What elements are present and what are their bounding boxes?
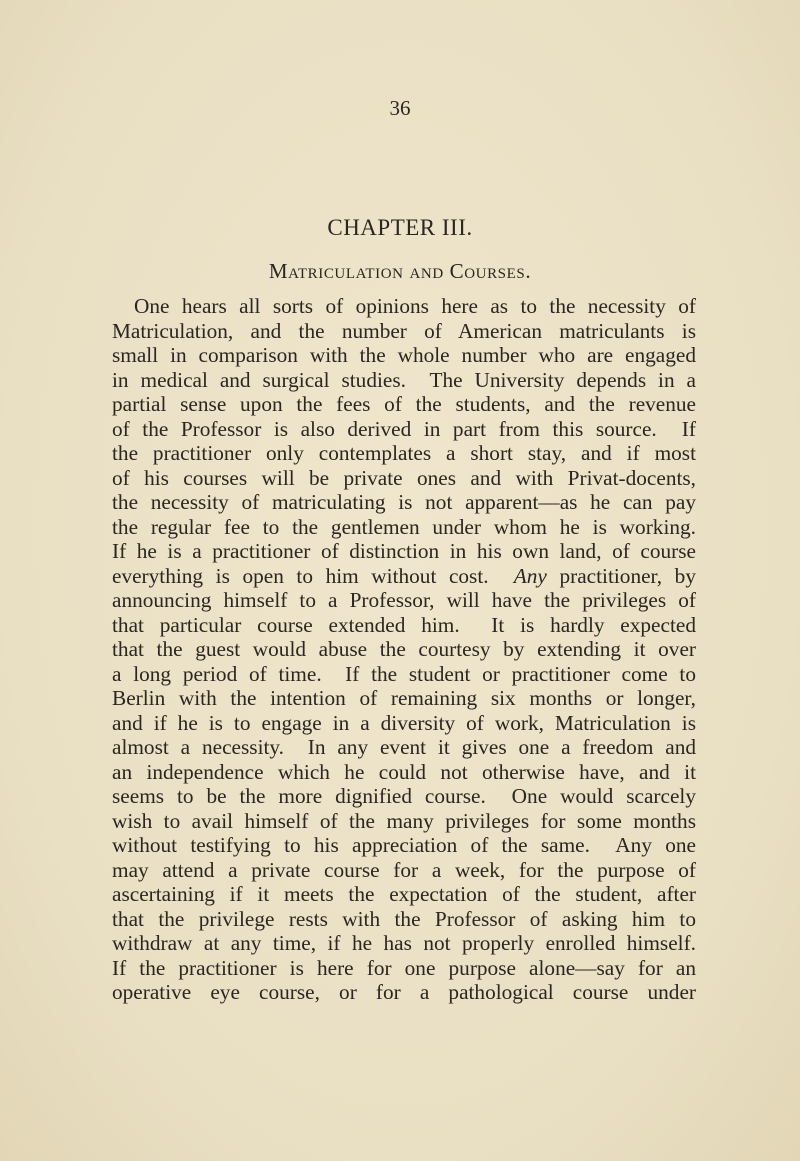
text-line bbox=[112, 368, 696, 393]
section-heading: Matriculation and Courses. bbox=[268, 259, 532, 283]
text-segment: that particular course extended him. It is hardly expected bbox=[112, 612, 696, 637]
text-segment: without testifying to his appreciation of the same. Any one bbox=[112, 833, 696, 857]
text-segment: that the privilege rests with the Professor of asking him to bbox=[112, 906, 696, 931]
body-paragraph bbox=[112, 294, 696, 1005]
text-line bbox=[112, 931, 696, 956]
text-segment: seems to be the more dignified course. One would scarcely bbox=[112, 784, 696, 808]
text-segment: partial sense upon the fees of the students, and the revenue bbox=[112, 392, 696, 416]
text-segment: that the guest would abuse the courtesy by extending it over bbox=[112, 637, 696, 661]
text-line bbox=[112, 858, 696, 883]
text-segment: an independence which he could not otherwise have, and it bbox=[112, 759, 696, 784]
text-line bbox=[112, 417, 696, 442]
text-segment: everything is open to him without cost. bbox=[112, 563, 514, 588]
text-line bbox=[112, 539, 696, 564]
text-segment: may attend a private course for a week, for the purpose of bbox=[112, 857, 696, 882]
text-segment: almost a necessity. In any event it gives one a freedom and bbox=[112, 735, 696, 759]
text-line bbox=[112, 882, 696, 907]
text-segment: the practitioner only contemplates a short stay, and if most bbox=[112, 441, 696, 465]
text-segment: practitioner, by bbox=[546, 563, 696, 588]
text-segment: ascertaining if it meets the expectation of the student, after bbox=[112, 882, 696, 906]
text-segment: Matriculation, and the number of American matriculants is bbox=[112, 318, 696, 343]
text-line bbox=[112, 980, 696, 1005]
text-line bbox=[112, 515, 696, 540]
text-line bbox=[112, 686, 696, 711]
text-segment: operative eye course, or for a pathological course under bbox=[112, 980, 696, 1004]
text-line bbox=[112, 466, 696, 491]
text-segment: a long period of time. If the student or practitioner come to bbox=[112, 661, 696, 686]
text-line bbox=[112, 441, 696, 466]
text-segment: Berlin with the intention of remaining six months or longer, bbox=[112, 686, 696, 710]
italic-text: Any bbox=[513, 563, 547, 588]
text-segment: One hears all sorts of opinions here as to the necessity of bbox=[134, 294, 696, 318]
text-line bbox=[112, 907, 696, 932]
text-line bbox=[112, 392, 696, 417]
text-segment: announcing himself to a Professor, will have the privileges of bbox=[112, 588, 696, 612]
text-line bbox=[112, 588, 696, 613]
text-line bbox=[112, 490, 696, 515]
text-line bbox=[112, 760, 696, 785]
text-line bbox=[112, 784, 696, 809]
text-segment: withdraw at any time, if he has not properly enrolled himself. bbox=[112, 931, 696, 955]
text-segment: of his courses will be private ones and with Privat-docents, bbox=[112, 465, 696, 490]
chapter-heading: CHAPTER III. bbox=[327, 215, 473, 240]
page-number: 36 bbox=[389, 96, 411, 120]
text-segment: in medical and surgical studies. The University depends in a bbox=[112, 367, 696, 392]
text-line bbox=[112, 735, 696, 760]
text-line bbox=[112, 956, 696, 981]
text-line bbox=[112, 662, 696, 687]
text-segment: wish to avail himself of the many privileges for some months bbox=[112, 808, 696, 833]
text-line bbox=[112, 809, 696, 834]
text-segment: the regular fee to the gentlemen under whom he is working. bbox=[112, 514, 696, 539]
text-line bbox=[112, 711, 696, 736]
text-line bbox=[112, 564, 696, 589]
text-segment: and if he is to engage in a diversity of work, Matriculation is bbox=[112, 710, 696, 735]
text-segment: of the Professor is also derived in part from this source. If bbox=[112, 416, 696, 441]
text-line bbox=[112, 294, 696, 319]
text-line bbox=[112, 343, 696, 368]
text-segment: small in comparison with the whole number who are engaged bbox=[112, 343, 696, 367]
text-line bbox=[112, 637, 696, 662]
text-segment: If the practitioner is here for one purpose alone—say for an bbox=[112, 955, 696, 980]
text-line bbox=[112, 319, 696, 344]
text-line bbox=[112, 833, 696, 858]
text-line bbox=[112, 613, 696, 638]
text-segment: the necessity of matriculating is not apparent—as he can pay bbox=[112, 490, 696, 514]
text-segment: If he is a practitioner of distinction in his own land, of course bbox=[112, 539, 696, 563]
